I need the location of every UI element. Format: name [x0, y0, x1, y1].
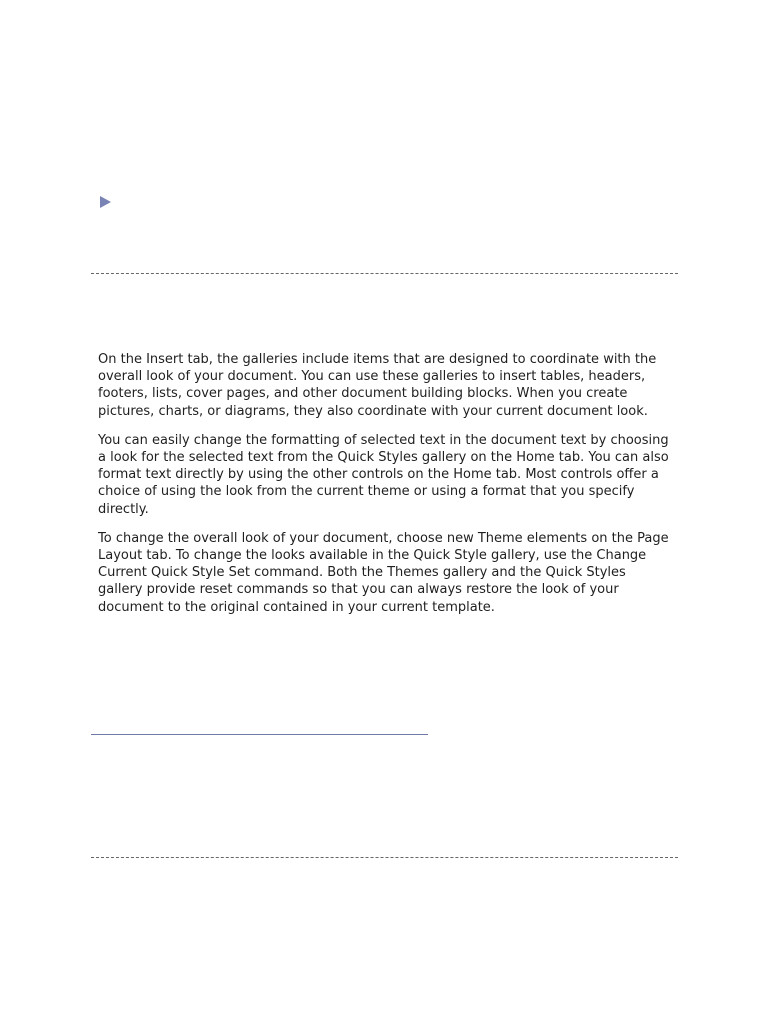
dashed-divider-bottom: [91, 857, 678, 858]
body-text: [98, 351, 670, 628]
solid-divider: [91, 734, 428, 735]
paragraph-1: On the Insert tab, the galleries include items that are designed to coordinate with the overall look of your document. You can use these galleries to insert tables, headers, footers, lists, cover pages, and other document building blocks. When you create pictures, charts, or diagrams, they also coordinate with your current document look.: [98, 352, 657, 419]
paragraph-3: To change the overall look of your document, choose new Theme elements on the Page Layout tab. To change the looks available in the Quick Style gallery, use the Change Current Quick Style Set command. Both the Themes gallery and the Quick Styles gallery provide reset commands so that you can always restore the look of your document to the original contained in your current template.: [98, 530, 669, 615]
paragraph-2: You can easily change the formatting of selected text in the document text by choosing a look for the selected text from the Quick Styles gallery on the Home tab. You can also format text directly by using the other controls on the Home tab. Most controls offer a choice of using the look from the current theme or using a format that you specify directly.: [98, 432, 669, 517]
dashed-divider-top: [91, 273, 678, 274]
triangle-right-icon: [100, 196, 111, 208]
